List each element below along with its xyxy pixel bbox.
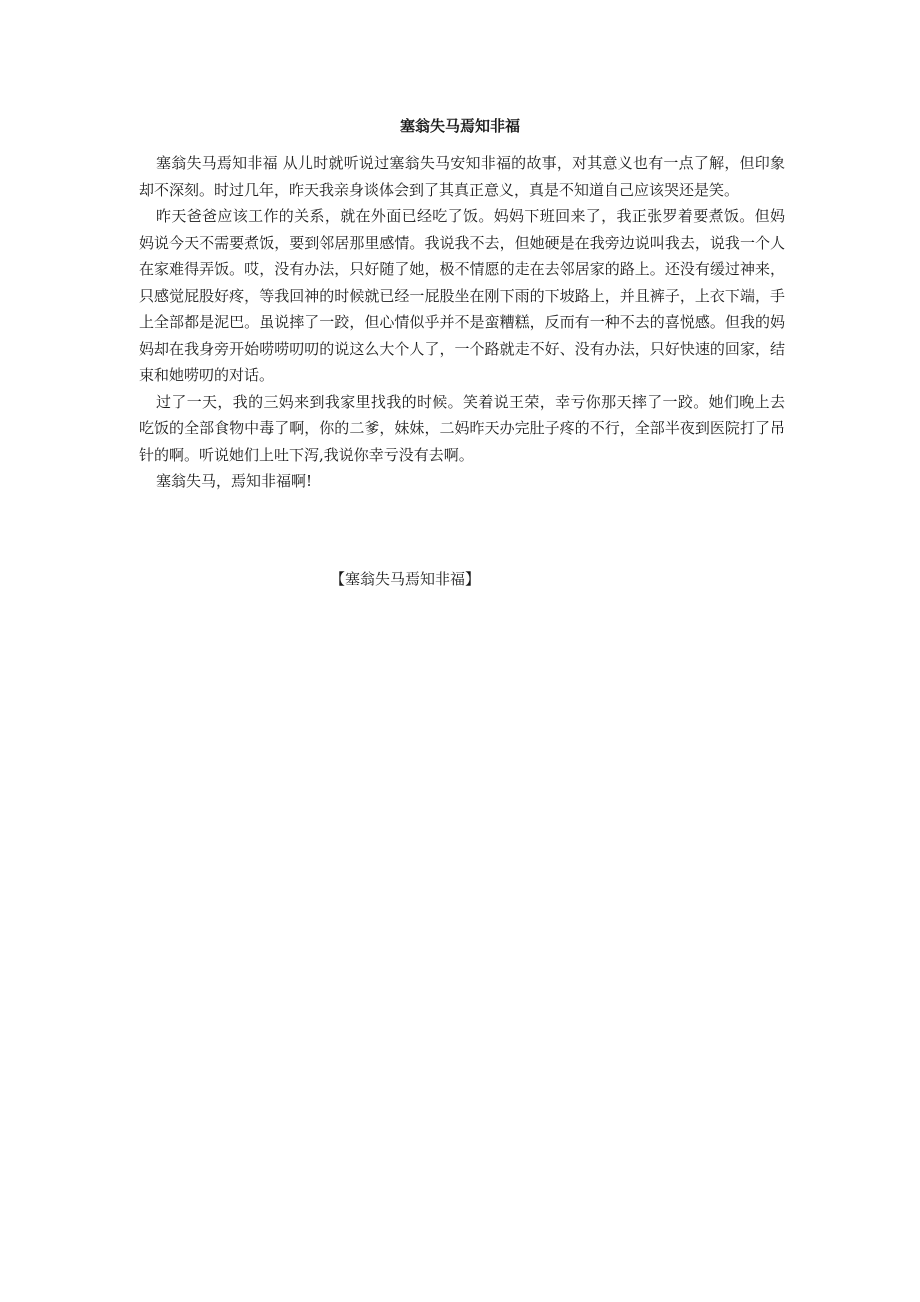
paragraph: 塞翁失马焉知非福 从儿时就听说过塞翁失马安知非福的故事，对其意义也有一点了解，但印象却不深刻。时过几年，昨天我亲身谈体会到了其真正意义，真是不知道自己应该哭还是笑。 bbox=[139, 154, 785, 199]
document-title: 塞翁失马焉知非福 bbox=[399, 117, 520, 135]
paragraph: 塞翁失马，焉知非福啊! bbox=[156, 472, 313, 490]
footer-title: 【塞翁失马焉知非福】 bbox=[330, 570, 481, 588]
document-body bbox=[139, 150, 785, 495]
paragraph: 昨天爸爸应该工作的关系，就在外面已经吃了饭。妈妈下班回来了，我正张罗着要煮饭。但妈妈说今天不需要煮饭，要到邻居那里感情。我说我不去，但她硬是在我旁边说叫我去，说我一个人在家难得弄饭。哎，没有办法，只好随了她，极不情愿的走在去邻居家的路上。还没有缓过神来，只感觉屁股好疼，等我回神的时候就已经一屁股坐在刚下雨的下坡路上，并且裤子，上衣下端，手上全部都是泥巴。虽说摔了一跤，但心情似乎并不是蛮糟糕，反而有一种不去的喜悦感。但我的妈妈却在我身旁开始唠唠叨叨的说这么大个人了，一个路就走不好、没有办法，只好快速的回家，结束和她唠叨的对话。 bbox=[139, 207, 785, 384]
paragraph: 过了一天，我的三妈来到我家里找我的时候。笑着说王荣，幸亏你那天摔了一跤。她们晚上去吃饭的全部食物中毒了啊，你的二爹，妹妹，二妈昨天办完肚子疼的不行，全部半夜到医院打了吊针的啊。听说她们上吐下泻,我说你幸亏没有去啊。 bbox=[139, 392, 785, 464]
